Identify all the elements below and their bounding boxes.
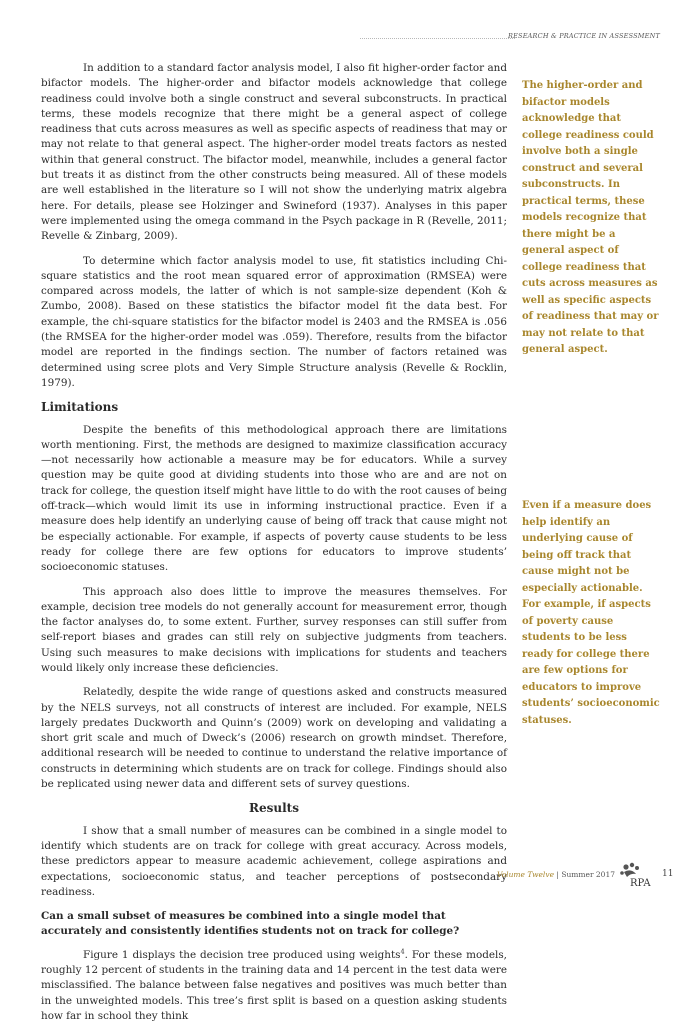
body-paragraph xyxy=(41,948,507,1024)
pull-quote-1: The higher-order and bifactor models acknowledge that college readiness could involve both a single construct and several subconstructs. In practical terms, these models recognize that there might be a general aspect of college readiness that cuts across measures as well as specific aspects of readiness that may or may not relate to that general aspect. xyxy=(522,80,659,355)
body-paragraph: This approach also does little to improve the measures themselves. For example, decision tree models do not generally account for measurement error, though the factor analyses do, to some extent. Further, survey responses can still suffer from self-report biases and grades can still rely on subjective judgments from teachers. Using such measures to make decisions with implications for students and teachers would likely only increase these deficiencies. xyxy=(41,585,507,674)
paragraph-text: . For these models, roughly 12 percent of students in the training data and 14 percent in the test data were misclassified. The balance between false negatives and positives was much better than in the unweighted models. This tree’s first split is based on a question asking students how far in school they think xyxy=(41,948,507,1022)
body-paragraph: I show that a small number of measures can be combined in a single model to identify which students are on track for college with great accuracy. Across models, these predictors appear to measure academic achievement, college aspirations and expectations, socioeconomic status, and teacher perceptions of postsecondary readiness. xyxy=(41,824,507,898)
volume-label: Volume Twelve xyxy=(496,870,555,879)
section-heading-limitations: Limitations xyxy=(41,400,119,415)
footer-separator: | xyxy=(554,870,562,879)
body-paragraph: Relatedly, despite the wide range of questions asked and constructs measured by the NELS surveys, not all constructs of interest are included. For example, NELS largely predates Duckworth and Quinn’s (2009) work on developing and validating a short grit scale and much of Dweck’s (2006) research on growth mindset. Therefore, additional research will be needed to continue to understand the relative importance of constructs in determining which students are on track for college. Findings should also be replicated using newer data and different sets of survey questions. xyxy=(41,686,507,791)
research-question-subheading: Can a small subset of measures be combined into a single model that accurately and consistently identifies students not on track for college? xyxy=(41,910,460,938)
pull-quote-2: Even if a measure does help identify an underlying cause of being off track that cause might not be especially actionable. For example, if aspects of poverty cause students to be less ready for college there are few options for educators to improve students’ socioeconomic statuses. xyxy=(522,500,660,726)
paragraph-text: Figure 1 displays the decision tree produced using weights xyxy=(83,948,401,961)
header-dotted-rule xyxy=(360,38,515,39)
body-paragraph: To determine which factor analysis model to use, fit statistics including Chi-square statistics and the root mean squared error of approximation (RMSEA) were compared across models, the latter of which is not sample-size dependent (Koh & Zumbo, 2008). Based on these statistics the bifactor model fit the data best. For example, the chi-square statistics for the bifactor model is 2403 and the RMSEA is .056 (the RMSEA for the higher-order model was .059). Therefore, results from the bifactor model are reported in the findings section. The number of factors retained was determined using scree plots and Very Simple Structure analysis (Revelle & Rocklin, 1979). xyxy=(41,254,507,389)
section-heading-results: Results xyxy=(249,801,299,816)
page-number: 11 xyxy=(662,869,674,879)
body-paragraph: Despite the benefits of this methodological approach there are limitations worth mentioning. First, the methods are designed to maximize classification accuracy—not necessarily how actionable a measure may be for educators. While a survey question may be quite good at dividing students into those who are and are not on track for college, the question itself might have little to do with the root causes of being off-track—which would limit its use in informing instructional practice. Even if a measure does help identify an underlying cause of being off track that cause might not be especially actionable. For example, if aspects of poverty cause students to be less ready for college there are few options for educators to improve students’ socioeconomic statuses. xyxy=(41,423,507,574)
body-paragraph: In addition to a standard factor analysis model, I also fit higher-order factor and bifactor models. The higher-order and bifactor models acknowledge that college readiness could involve both a single construct and several subconstructs. In practical terms, these models recognize that there might be a general aspect of college readiness that cuts across measures as well as specific aspects of readiness that may or may not relate to that general aspect. The higher-order model treats factors as nested within that general construct. The bifactor model, meanwhile, includes a general factor but treats it as distinct from the other constructs being measured. All of these models are well established in the literature so I will not show the underlying matrix algebra here. For details, please see Holzinger and Swineford (1937). Analyses in this paper were implemented using the omega command in the Psych package in R (Revelle, 2011; Revelle & Zinbarg, 2009). xyxy=(41,62,507,243)
running-title: RESEARCH & PRACTICE IN ASSESSMENT xyxy=(508,32,660,40)
rpa-logo-icon xyxy=(618,862,652,888)
issue-label: Summer 2017 xyxy=(561,870,615,879)
running-header xyxy=(0,32,700,46)
logo-text: RPA xyxy=(630,878,651,888)
footnote-marker: 4 xyxy=(400,947,405,956)
footer-issue-info xyxy=(497,870,615,879)
page-footer xyxy=(0,862,700,892)
